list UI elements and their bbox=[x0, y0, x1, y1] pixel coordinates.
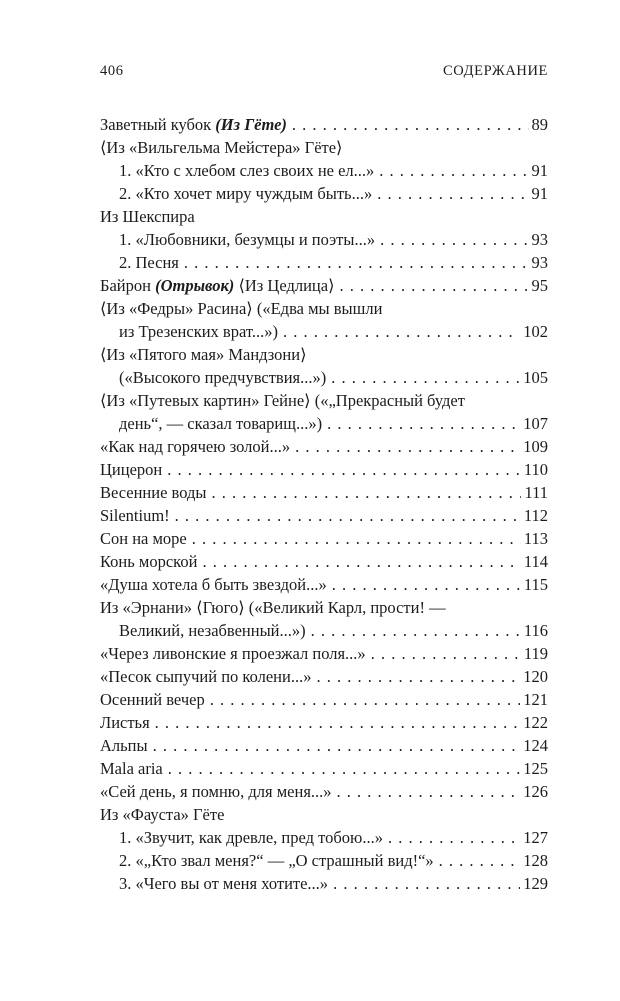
toc-entry-segment: «Как над горячею золой...» bbox=[100, 437, 291, 456]
toc-page-number: 115 bbox=[523, 575, 548, 594]
toc-page-number: 93 bbox=[531, 253, 548, 272]
toc-page-number: 116 bbox=[523, 621, 548, 640]
toc-entry-text bbox=[119, 619, 306, 642]
toc-line bbox=[100, 780, 548, 803]
toc-entry-text bbox=[100, 734, 148, 757]
toc-line bbox=[100, 228, 548, 251]
toc-entry-segment: Из Шекспира bbox=[100, 207, 195, 226]
table-of-contents bbox=[100, 113, 548, 895]
toc-line bbox=[100, 366, 548, 389]
toc-line bbox=[100, 113, 548, 136]
dot-leader bbox=[168, 757, 520, 780]
toc-entry-segment: Mala aria bbox=[100, 759, 163, 778]
toc-entry-emphasis: (Из Гёте) bbox=[215, 115, 287, 134]
toc-entry-text bbox=[100, 504, 170, 527]
toc-entry-text bbox=[100, 458, 162, 481]
toc-page-number: 91 bbox=[531, 161, 548, 180]
dot-leader bbox=[379, 159, 528, 182]
dot-leader bbox=[388, 826, 520, 849]
dot-leader bbox=[337, 780, 521, 803]
toc-page-number: 102 bbox=[523, 322, 548, 341]
toc-page-number: 112 bbox=[523, 506, 548, 525]
toc-entry-text bbox=[100, 573, 327, 596]
toc-entry-text bbox=[100, 136, 343, 159]
toc-entry-segment: «Песок сыпучий по колени...» bbox=[100, 667, 312, 686]
dot-leader bbox=[295, 435, 520, 458]
dot-leader bbox=[377, 182, 528, 205]
toc-entry-segment: ⟨Из Цедлица⟩ bbox=[234, 276, 335, 295]
toc-entry-segment: 1. «Звучит, как древле, пред тобою...» bbox=[119, 828, 383, 847]
toc-line bbox=[100, 527, 548, 550]
running-title: СОДЕРЖАНИЕ bbox=[443, 63, 548, 79]
toc-line bbox=[100, 849, 548, 872]
toc-entry-text bbox=[100, 803, 224, 826]
dot-leader bbox=[332, 573, 521, 596]
toc-entry-segment: ⟨Из «Вильгельма Мейстера» Гёте⟩ bbox=[100, 138, 343, 157]
toc-entry-segment: «Душа хотела б быть звездой...» bbox=[100, 575, 327, 594]
toc-entry-text bbox=[100, 642, 366, 665]
toc-line bbox=[100, 803, 548, 826]
toc-entry-text bbox=[100, 596, 446, 619]
toc-line bbox=[100, 665, 548, 688]
toc-page-number: 129 bbox=[523, 874, 548, 893]
toc-entry-segment: Заветный кубок bbox=[100, 115, 216, 134]
toc-entry-text bbox=[100, 481, 206, 504]
toc-entry-text bbox=[100, 711, 150, 734]
toc-entry-text bbox=[100, 274, 335, 297]
toc-line bbox=[100, 504, 548, 527]
toc-line bbox=[100, 550, 548, 573]
toc-entry-segment: из Трезенских врат...») bbox=[119, 322, 278, 341]
toc-entry-text bbox=[119, 228, 375, 251]
toc-page-number: 93 bbox=[531, 230, 548, 249]
dot-leader bbox=[331, 366, 520, 389]
dot-leader bbox=[184, 251, 529, 274]
toc-line bbox=[100, 711, 548, 734]
toc-line bbox=[100, 343, 548, 366]
toc-page-number: 107 bbox=[523, 414, 548, 433]
toc-line bbox=[100, 412, 548, 435]
toc-entry-segment: Из «Фауста» Гёте bbox=[100, 805, 225, 824]
toc-line bbox=[100, 320, 548, 343]
toc-entry-segment: 1. «Кто с хлебом слез своих не ел...» bbox=[119, 161, 375, 180]
dot-leader bbox=[311, 619, 521, 642]
toc-entry-segment: Осенний вечер bbox=[100, 690, 205, 709]
dot-leader bbox=[333, 872, 520, 895]
toc-entry-text bbox=[100, 550, 197, 573]
toc-page-number: 124 bbox=[523, 736, 548, 755]
toc-entry-segment: («Высокого предчувствия...») bbox=[119, 368, 327, 387]
toc-page-number: 125 bbox=[523, 759, 548, 778]
toc-page-number: 105 bbox=[523, 368, 548, 387]
dot-leader bbox=[155, 711, 521, 734]
toc-line bbox=[100, 182, 548, 205]
toc-entry-text bbox=[100, 780, 332, 803]
toc-page-number: 95 bbox=[531, 276, 548, 295]
toc-entry-segment: «Сей день, я помню, для меня...» bbox=[100, 782, 332, 801]
toc-entry-segment: 1. «Любовники, безумцы и поэты...» bbox=[119, 230, 376, 249]
toc-line bbox=[100, 136, 548, 159]
toc-entry-segment: Листья bbox=[100, 713, 150, 732]
toc-entry-segment: Цицерон bbox=[100, 460, 163, 479]
toc-entry-segment: ⟨Из «Путевых картин» Гейне⟩ («„Прекрасный будет bbox=[100, 391, 465, 410]
toc-line bbox=[100, 389, 548, 412]
toc-entry-text bbox=[119, 849, 434, 872]
toc-line bbox=[100, 435, 548, 458]
toc-line bbox=[100, 757, 548, 780]
toc-line bbox=[100, 481, 548, 504]
toc-entry-segment: ⟨Из «Федры» Расина⟩ («Едва мы вышли bbox=[100, 299, 383, 318]
toc-entry-segment: 2. Песня bbox=[119, 253, 179, 272]
toc-page-number: 120 bbox=[523, 667, 548, 686]
toc-entry-text bbox=[100, 757, 163, 780]
page-number: 406 bbox=[100, 63, 124, 79]
toc-entry-segment: Великий, незабвенный...») bbox=[119, 621, 306, 640]
toc-page-number: 110 bbox=[523, 460, 548, 479]
toc-line bbox=[100, 274, 548, 297]
toc-page-number: 91 bbox=[531, 184, 548, 203]
toc-line bbox=[100, 159, 548, 182]
toc-entry-segment: Конь морской bbox=[100, 552, 198, 571]
toc-line bbox=[100, 205, 548, 228]
toc-entry-segment: Сон на море bbox=[100, 529, 187, 548]
toc-entry-text bbox=[100, 389, 465, 412]
dot-leader bbox=[439, 849, 521, 872]
toc-line bbox=[100, 573, 548, 596]
toc-entry-segment: ⟨Из «Пятого мая» Мандзони⟩ bbox=[100, 345, 307, 364]
toc-entry-text bbox=[100, 205, 195, 228]
toc-page-number: 114 bbox=[523, 552, 548, 571]
dot-leader bbox=[153, 734, 521, 757]
toc-page-number: 89 bbox=[531, 115, 548, 134]
toc-entry-segment: 2. «„Кто звал меня?“ — „О страшный вид!“» bbox=[119, 851, 434, 870]
toc-entry-text bbox=[100, 343, 307, 366]
toc-entry-segment: Silentium! bbox=[100, 506, 170, 525]
dot-leader bbox=[316, 665, 520, 688]
toc-line bbox=[100, 872, 548, 895]
dot-leader bbox=[371, 642, 521, 665]
dot-leader bbox=[167, 458, 521, 481]
toc-entry-text bbox=[100, 688, 205, 711]
toc-line bbox=[100, 642, 548, 665]
toc-entry-segment: 3. «Чего вы от меня хотите...» bbox=[119, 874, 329, 893]
toc-entry-text bbox=[119, 159, 374, 182]
toc-entry-text bbox=[119, 366, 326, 389]
toc-entry-segment: Альпы bbox=[100, 736, 148, 755]
toc-line bbox=[100, 826, 548, 849]
toc-page-number: 127 bbox=[523, 828, 548, 847]
toc-entry-segment: день“, — сказал товарищ...») bbox=[119, 414, 323, 433]
toc-entry-text bbox=[119, 412, 322, 435]
toc-line bbox=[100, 596, 548, 619]
toc-page-number: 119 bbox=[523, 644, 548, 663]
dot-leader bbox=[192, 527, 521, 550]
toc-page-number: 121 bbox=[523, 690, 548, 709]
toc-entry-text bbox=[100, 435, 290, 458]
toc-entry-segment: Весенние воды bbox=[100, 483, 207, 502]
toc-entry-segment: Из «Эрнани» ⟨Гюго⟩ («Великий Карл, прости! — bbox=[100, 598, 446, 617]
toc-line bbox=[100, 297, 548, 320]
toc-line bbox=[100, 734, 548, 757]
toc-entry-text bbox=[119, 182, 372, 205]
toc-entry-text bbox=[119, 251, 179, 274]
toc-page-number: 109 bbox=[523, 437, 548, 456]
dot-leader bbox=[292, 113, 529, 136]
toc-page-number: 113 bbox=[523, 529, 548, 548]
toc-line bbox=[100, 458, 548, 481]
toc-entry-text bbox=[100, 527, 187, 550]
toc-entry-emphasis: (Отрывок) bbox=[155, 276, 235, 295]
toc-entry-segment: 2. «Кто хочет миру чуждым быть...» bbox=[119, 184, 373, 203]
toc-line bbox=[100, 619, 548, 642]
toc-entry-text bbox=[119, 872, 328, 895]
toc-entry-segment: Байрон bbox=[100, 276, 156, 295]
toc-line bbox=[100, 688, 548, 711]
dot-leader bbox=[340, 274, 529, 297]
dot-leader bbox=[327, 412, 520, 435]
page-header bbox=[100, 62, 548, 80]
toc-entry-text bbox=[100, 113, 287, 136]
toc-entry-text bbox=[119, 320, 278, 343]
toc-page-number: 126 bbox=[523, 782, 548, 801]
toc-entry-segment: «Через ливонские я проезжал поля...» bbox=[100, 644, 366, 663]
toc-page-number: 111 bbox=[524, 483, 548, 502]
toc-page-number: 122 bbox=[523, 713, 548, 732]
dot-leader bbox=[210, 688, 521, 711]
dot-leader bbox=[283, 320, 520, 343]
toc-line bbox=[100, 251, 548, 274]
toc-entry-text bbox=[119, 826, 383, 849]
toc-entry-text bbox=[100, 297, 382, 320]
dot-leader bbox=[211, 481, 521, 504]
dot-leader bbox=[175, 504, 521, 527]
toc-page-number: 128 bbox=[523, 851, 548, 870]
dot-leader bbox=[202, 550, 520, 573]
toc-entry-text bbox=[100, 665, 311, 688]
dot-leader bbox=[380, 228, 528, 251]
